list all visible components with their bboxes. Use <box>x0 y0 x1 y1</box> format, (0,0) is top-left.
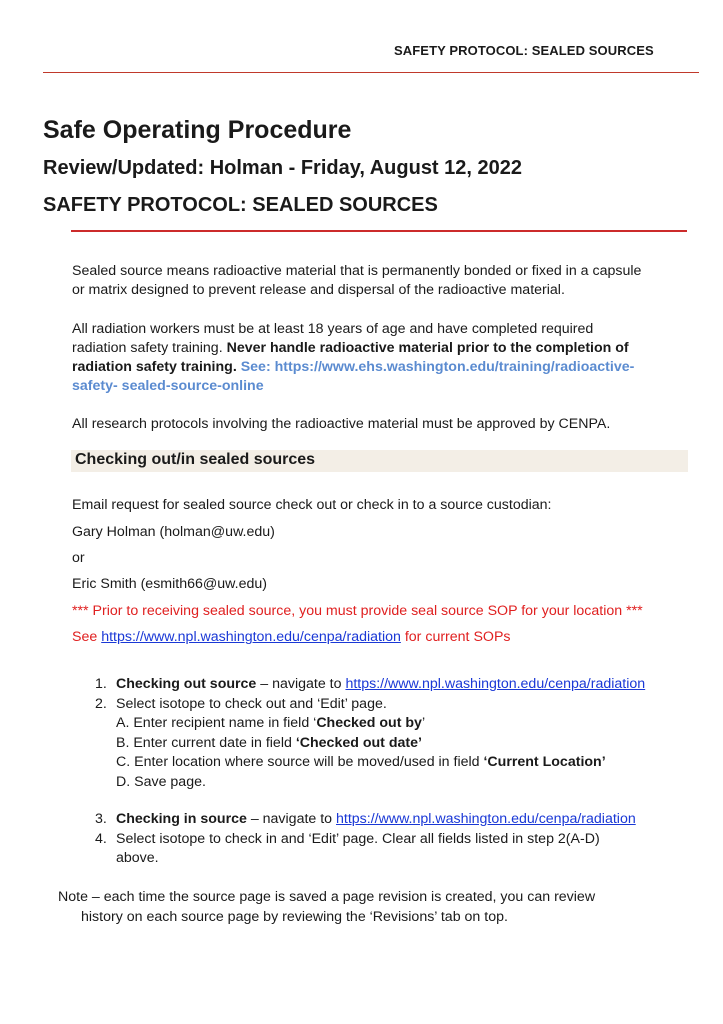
step-2b-text: B. Enter current date in field <box>116 734 296 751</box>
definition-line-2: or matrix designed to prevent release and dispersal of the radioactive material. <box>72 282 565 298</box>
contact-holman: Gary Holman (holman@uw.edu) <box>72 524 275 540</box>
step-2a-end: ’ <box>421 715 426 731</box>
review-updated-line: Review/Updated: Holman - Friday, August 12, 2022 <box>43 157 523 179</box>
step-2d: D. Save page. <box>116 773 206 790</box>
training-warning-bold-cont: radiation safety training. <box>72 359 237 375</box>
note-line-1: Note – each time the source page is saved a page revision is created, you can review <box>58 889 596 905</box>
step-2c-bold: ‘Current Location’ <box>483 754 606 770</box>
step-1 <box>95 675 645 695</box>
step-4-text: Select isotope to check in and ‘Edit’ page. Clear all fields listed in step 2(A-D) <box>116 830 600 847</box>
step-2c <box>95 753 645 773</box>
step-3-link[interactable]: https://www.npl.washington.edu/cenpa/radiation <box>336 811 636 827</box>
page-title: Safe Operating Procedure <box>43 116 352 144</box>
email-request-text: Email request for sealed source check out or check in to a source custodian: <box>72 497 552 513</box>
definition-line-1: Sealed source means radioactive material that is permanently bonded or fixed in a capsule <box>72 263 642 279</box>
step-3 <box>95 810 636 830</box>
checkout-steps <box>95 675 645 792</box>
see-sops-line <box>72 629 511 645</box>
training-link-cont[interactable]: safety- sealed-source-online <box>72 378 264 394</box>
step-number: 1. <box>95 676 107 692</box>
training-requirement <box>72 320 672 396</box>
step-2c-text: C. Enter location where source will be moved/used in field <box>116 754 484 770</box>
step-2a <box>95 714 645 734</box>
step-1-bold: Checking out source <box>116 676 257 692</box>
step-2b <box>95 734 645 754</box>
step-2b-bold: ‘Checked out date’ <box>295 734 422 751</box>
section-heading: Checking out/in sealed sources <box>75 451 316 468</box>
radiation-page-link[interactable]: https://www.npl.washington.edu/cenpa/radiation <box>101 629 401 645</box>
note-line-2: history on each source page by reviewing the ‘Revisions’ tab on top. <box>81 909 508 925</box>
step-4-cont: above. <box>116 850 159 866</box>
running-header: SAFETY PROTOCOL: SEALED SOURCES <box>394 43 654 58</box>
step-3-bold: Checking in source <box>116 811 247 827</box>
step-1-link[interactable]: https://www.npl.washington.edu/cenpa/radiation <box>345 676 646 692</box>
header-divider <box>43 72 699 73</box>
contact-or: or <box>72 550 85 566</box>
step-1-text: – navigate to <box>256 676 346 692</box>
checkin-steps <box>95 810 636 869</box>
training-link[interactable]: See: https://www.ehs.washington.edu/training/radioactive- <box>236 359 635 375</box>
see-suffix: for current SOPs <box>400 629 511 645</box>
step-2 <box>95 695 645 715</box>
contact-smith: Eric Smith (esmith66@uw.edu) <box>72 576 267 592</box>
sealed-source-definition <box>72 262 672 300</box>
step-number: 3. <box>95 811 107 827</box>
training-line-2 <box>72 339 672 358</box>
step-2a-bold: Checked out by <box>316 715 422 731</box>
step-2a-text: A. Enter recipient name in field ‘ <box>116 715 317 731</box>
title-divider <box>71 230 687 232</box>
training-warning-bold: Never handle radioactive material prior to the completion of <box>226 340 629 356</box>
step-3-text: – navigate to <box>246 811 337 827</box>
sop-warning: *** Prior to receiving sealed source, you must provide seal source SOP for your location *** <box>72 603 643 619</box>
training-line-1: All radiation workers must be at least 18 years of age and have completed required <box>72 321 594 337</box>
see-prefix: See <box>72 629 102 645</box>
training-line-3 <box>72 358 672 377</box>
step-number: 4. <box>95 830 107 847</box>
step-4 <box>95 830 636 850</box>
training-line-2-text: radiation safety training. <box>72 340 227 356</box>
step-number: 2. <box>95 695 107 712</box>
step-2-text: Select isotope to check out and ‘Edit’ page. <box>116 695 387 712</box>
protocol-title: SAFETY PROTOCOL: SEALED SOURCES <box>43 194 438 216</box>
cenpa-approval-note: All research protocols involving the radioactive material must be approved by CENPA. <box>72 416 611 432</box>
revision-note <box>58 887 658 927</box>
